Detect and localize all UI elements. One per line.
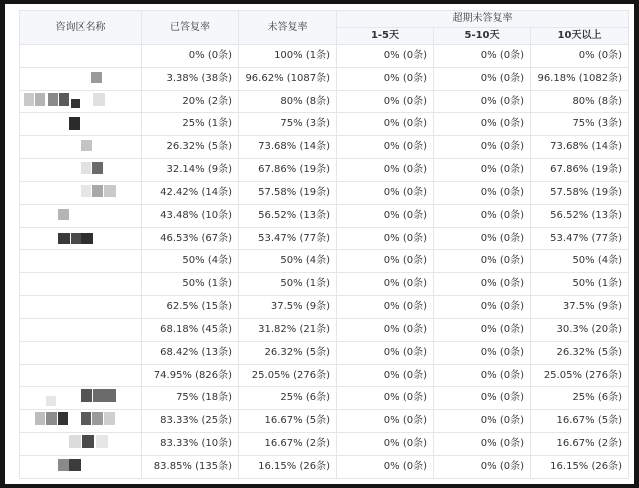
cell-d10plus: 16.15% (26条) bbox=[531, 455, 629, 478]
cell-name-redacted bbox=[20, 159, 142, 182]
cell-answered: 83.33% (10条) bbox=[142, 433, 239, 456]
redaction-block bbox=[58, 459, 69, 471]
cell-d5-10: 0% (0条) bbox=[434, 204, 531, 227]
cell-unanswered: 50% (1条) bbox=[239, 273, 337, 296]
cell-unanswered: 56.52% (13条) bbox=[239, 204, 337, 227]
table-row bbox=[20, 410, 629, 433]
cell-name-redacted bbox=[20, 181, 142, 204]
cell-d1-5: 0% (0条) bbox=[337, 181, 434, 204]
cell-d5-10: 0% (0条) bbox=[434, 90, 531, 113]
redaction-block bbox=[93, 389, 116, 402]
redaction-block bbox=[104, 185, 116, 197]
redaction-block bbox=[24, 93, 34, 106]
redaction-block bbox=[69, 117, 80, 130]
redaction-block bbox=[92, 162, 103, 174]
cell-d5-10: 0% (0条) bbox=[434, 227, 531, 250]
cell-d1-5: 0% (0条) bbox=[337, 455, 434, 478]
cell-d10plus: 50% (4条) bbox=[531, 250, 629, 273]
cell-d5-10: 0% (0条) bbox=[434, 364, 531, 387]
cell-unanswered: 25.05% (276条) bbox=[239, 364, 337, 387]
redaction-block bbox=[93, 93, 105, 106]
cell-unanswered: 57.58% (19条) bbox=[239, 181, 337, 204]
redaction-block bbox=[71, 99, 80, 108]
cell-d5-10: 0% (0条) bbox=[434, 67, 531, 90]
redaction-block bbox=[81, 412, 91, 425]
table-row bbox=[20, 273, 629, 296]
cell-d10plus: 75% (3条) bbox=[531, 113, 629, 136]
redaction-block bbox=[58, 412, 68, 425]
cell-name-redacted bbox=[20, 387, 142, 410]
cell-name-redacted bbox=[20, 250, 142, 273]
cell-d1-5: 0% (0条) bbox=[337, 296, 434, 319]
reply-rate-table bbox=[19, 10, 629, 479]
cell-d5-10: 0% (0条) bbox=[434, 45, 531, 68]
cell-unanswered: 16.15% (26条) bbox=[239, 455, 337, 478]
cell-answered: 32.14% (9条) bbox=[142, 159, 239, 182]
cell-d10plus: 0% (0条) bbox=[531, 45, 629, 68]
cell-d1-5: 0% (0条) bbox=[337, 45, 434, 68]
cell-d10plus: 25.05% (276条) bbox=[531, 364, 629, 387]
cell-unanswered: 96.62% (1087条) bbox=[239, 67, 337, 90]
table-row bbox=[20, 45, 629, 68]
cell-d1-5: 0% (0条) bbox=[337, 387, 434, 410]
cell-answered: 50% (4条) bbox=[142, 250, 239, 273]
cell-unanswered: 37.5% (9条) bbox=[239, 296, 337, 319]
cell-d10plus: 16.67% (5条) bbox=[531, 410, 629, 433]
table-row bbox=[20, 455, 629, 478]
table-row bbox=[20, 341, 629, 364]
cell-answered: 20% (2条) bbox=[142, 90, 239, 113]
cell-name-redacted bbox=[20, 433, 142, 456]
cell-name-redacted bbox=[20, 410, 142, 433]
redaction-block bbox=[96, 435, 108, 448]
cell-name-redacted bbox=[20, 318, 142, 341]
cell-d1-5: 0% (0条) bbox=[337, 227, 434, 250]
cell-d5-10: 0% (0条) bbox=[434, 455, 531, 478]
cell-d1-5: 0% (0条) bbox=[337, 364, 434, 387]
redaction-block bbox=[92, 185, 103, 197]
cell-d1-5: 0% (0条) bbox=[337, 204, 434, 227]
cell-d5-10: 0% (0条) bbox=[434, 318, 531, 341]
col-header-10plus-days[interactable]: 10天以上 bbox=[531, 28, 629, 45]
cell-d10plus: 16.67% (2条) bbox=[531, 433, 629, 456]
col-header-name[interactable]: 咨询区名称 bbox=[20, 11, 142, 45]
cell-name-redacted bbox=[20, 341, 142, 364]
redaction-block bbox=[81, 140, 92, 151]
cell-d1-5: 0% (0条) bbox=[337, 250, 434, 273]
cell-unanswered: 25% (6条) bbox=[239, 387, 337, 410]
cell-d5-10: 0% (0条) bbox=[434, 341, 531, 364]
cell-name-redacted bbox=[20, 45, 142, 68]
cell-unanswered: 80% (8条) bbox=[239, 90, 337, 113]
table-row bbox=[20, 181, 629, 204]
col-header-overdue-group: 超期未答复率 bbox=[337, 11, 629, 28]
table-row bbox=[20, 204, 629, 227]
redaction-block bbox=[81, 185, 91, 197]
cell-d1-5: 0% (0条) bbox=[337, 136, 434, 159]
cell-unanswered: 16.67% (5条) bbox=[239, 410, 337, 433]
cell-d10plus: 57.58% (19条) bbox=[531, 181, 629, 204]
table-row bbox=[20, 364, 629, 387]
redaction-block bbox=[69, 459, 81, 471]
cell-d1-5: 0% (0条) bbox=[337, 410, 434, 433]
redaction-block bbox=[92, 412, 103, 425]
cell-unanswered: 31.82% (21条) bbox=[239, 318, 337, 341]
redaction-block bbox=[46, 412, 57, 425]
cell-d10plus: 50% (1条) bbox=[531, 273, 629, 296]
table-body bbox=[20, 45, 629, 479]
cell-unanswered: 50% (4条) bbox=[239, 250, 337, 273]
cell-d1-5: 0% (0条) bbox=[337, 341, 434, 364]
cell-name-redacted bbox=[20, 296, 142, 319]
cell-name-redacted bbox=[20, 67, 142, 90]
cell-name-redacted bbox=[20, 273, 142, 296]
cell-name-redacted bbox=[20, 136, 142, 159]
cell-answered: 25% (1条) bbox=[142, 113, 239, 136]
redaction-block bbox=[35, 412, 45, 425]
redaction-block bbox=[81, 233, 93, 244]
table-row bbox=[20, 67, 629, 90]
cell-d5-10: 0% (0条) bbox=[434, 181, 531, 204]
redaction-block bbox=[104, 412, 115, 425]
redaction-block bbox=[59, 93, 69, 106]
table-row bbox=[20, 90, 629, 113]
cell-name-redacted bbox=[20, 364, 142, 387]
cell-d10plus: 96.18% (1082条) bbox=[531, 67, 629, 90]
cell-answered: 50% (1条) bbox=[142, 273, 239, 296]
cell-unanswered: 100% (1条) bbox=[239, 45, 337, 68]
cell-answered: 3.38% (38条) bbox=[142, 67, 239, 90]
cell-d10plus: 56.52% (13条) bbox=[531, 204, 629, 227]
table-container bbox=[19, 10, 628, 479]
cell-d1-5: 0% (0条) bbox=[337, 67, 434, 90]
cell-answered: 26.32% (5条) bbox=[142, 136, 239, 159]
cell-d10plus: 80% (8条) bbox=[531, 90, 629, 113]
cell-d1-5: 0% (0条) bbox=[337, 318, 434, 341]
col-header-unanswered[interactable]: 未答复率 bbox=[239, 11, 337, 45]
cell-d10plus: 25% (6条) bbox=[531, 387, 629, 410]
cell-answered: 0% (0条) bbox=[142, 45, 239, 68]
table-row bbox=[20, 433, 629, 456]
cell-unanswered: 26.32% (5条) bbox=[239, 341, 337, 364]
cell-d5-10: 0% (0条) bbox=[434, 113, 531, 136]
cell-d10plus: 73.68% (14条) bbox=[531, 136, 629, 159]
table-row bbox=[20, 318, 629, 341]
cell-answered: 42.42% (14条) bbox=[142, 181, 239, 204]
col-header-answered[interactable]: 已答复率 bbox=[142, 11, 239, 45]
redaction-block bbox=[35, 93, 45, 106]
redaction-block bbox=[58, 209, 69, 220]
cell-d5-10: 0% (0条) bbox=[434, 410, 531, 433]
cell-d5-10: 0% (0条) bbox=[434, 136, 531, 159]
table-header bbox=[20, 11, 629, 45]
cell-unanswered: 73.68% (14条) bbox=[239, 136, 337, 159]
cell-unanswered: 67.86% (19条) bbox=[239, 159, 337, 182]
table-row bbox=[20, 296, 629, 319]
cell-d10plus: 67.86% (19条) bbox=[531, 159, 629, 182]
cell-d5-10: 0% (0条) bbox=[434, 296, 531, 319]
redaction-block bbox=[69, 435, 81, 448]
redaction-block bbox=[58, 233, 70, 244]
cell-d1-5: 0% (0条) bbox=[337, 113, 434, 136]
cell-name-redacted bbox=[20, 113, 142, 136]
redaction-block bbox=[91, 72, 102, 83]
cell-d10plus: 30.3% (20条) bbox=[531, 318, 629, 341]
col-header-5-10-days[interactable]: 5-10天 bbox=[434, 28, 531, 45]
table-row bbox=[20, 113, 629, 136]
cell-d5-10: 0% (0条) bbox=[434, 387, 531, 410]
cell-answered: 83.33% (25条) bbox=[142, 410, 239, 433]
cell-d10plus: 37.5% (9条) bbox=[531, 296, 629, 319]
redaction-block bbox=[81, 389, 92, 402]
cell-answered: 68.18% (45条) bbox=[142, 318, 239, 341]
cell-name-redacted bbox=[20, 227, 142, 250]
cell-answered: 68.42% (13条) bbox=[142, 341, 239, 364]
cell-answered: 75% (18条) bbox=[142, 387, 239, 410]
col-header-1-5-days[interactable]: 1-5天 bbox=[337, 28, 434, 45]
cell-answered: 46.53% (67条) bbox=[142, 227, 239, 250]
cell-d5-10: 0% (0条) bbox=[434, 159, 531, 182]
redaction-block bbox=[82, 435, 94, 448]
cell-unanswered: 53.47% (77条) bbox=[239, 227, 337, 250]
redaction-block bbox=[46, 396, 56, 406]
cell-answered: 74.95% (826条) bbox=[142, 364, 239, 387]
cell-d5-10: 0% (0条) bbox=[434, 273, 531, 296]
table-row bbox=[20, 227, 629, 250]
cell-unanswered: 75% (3条) bbox=[239, 113, 337, 136]
cell-d10plus: 53.47% (77条) bbox=[531, 227, 629, 250]
cell-unanswered: 16.67% (2条) bbox=[239, 433, 337, 456]
cell-d5-10: 0% (0条) bbox=[434, 250, 531, 273]
cell-d1-5: 0% (0条) bbox=[337, 159, 434, 182]
cell-answered: 43.48% (10条) bbox=[142, 204, 239, 227]
cell-name-redacted bbox=[20, 204, 142, 227]
table-row bbox=[20, 250, 629, 273]
cell-d5-10: 0% (0条) bbox=[434, 433, 531, 456]
table-row bbox=[20, 387, 629, 410]
cell-d10plus: 26.32% (5条) bbox=[531, 341, 629, 364]
table-row bbox=[20, 159, 629, 182]
cell-d1-5: 0% (0条) bbox=[337, 90, 434, 113]
cell-answered: 62.5% (15条) bbox=[142, 296, 239, 319]
table-row bbox=[20, 136, 629, 159]
cell-name-redacted bbox=[20, 455, 142, 478]
redaction-block bbox=[48, 93, 58, 106]
cell-d1-5: 0% (0条) bbox=[337, 433, 434, 456]
cell-d1-5: 0% (0条) bbox=[337, 273, 434, 296]
redaction-block bbox=[81, 162, 91, 174]
cell-name-redacted bbox=[20, 90, 142, 113]
cell-answered: 83.85% (135条) bbox=[142, 455, 239, 478]
